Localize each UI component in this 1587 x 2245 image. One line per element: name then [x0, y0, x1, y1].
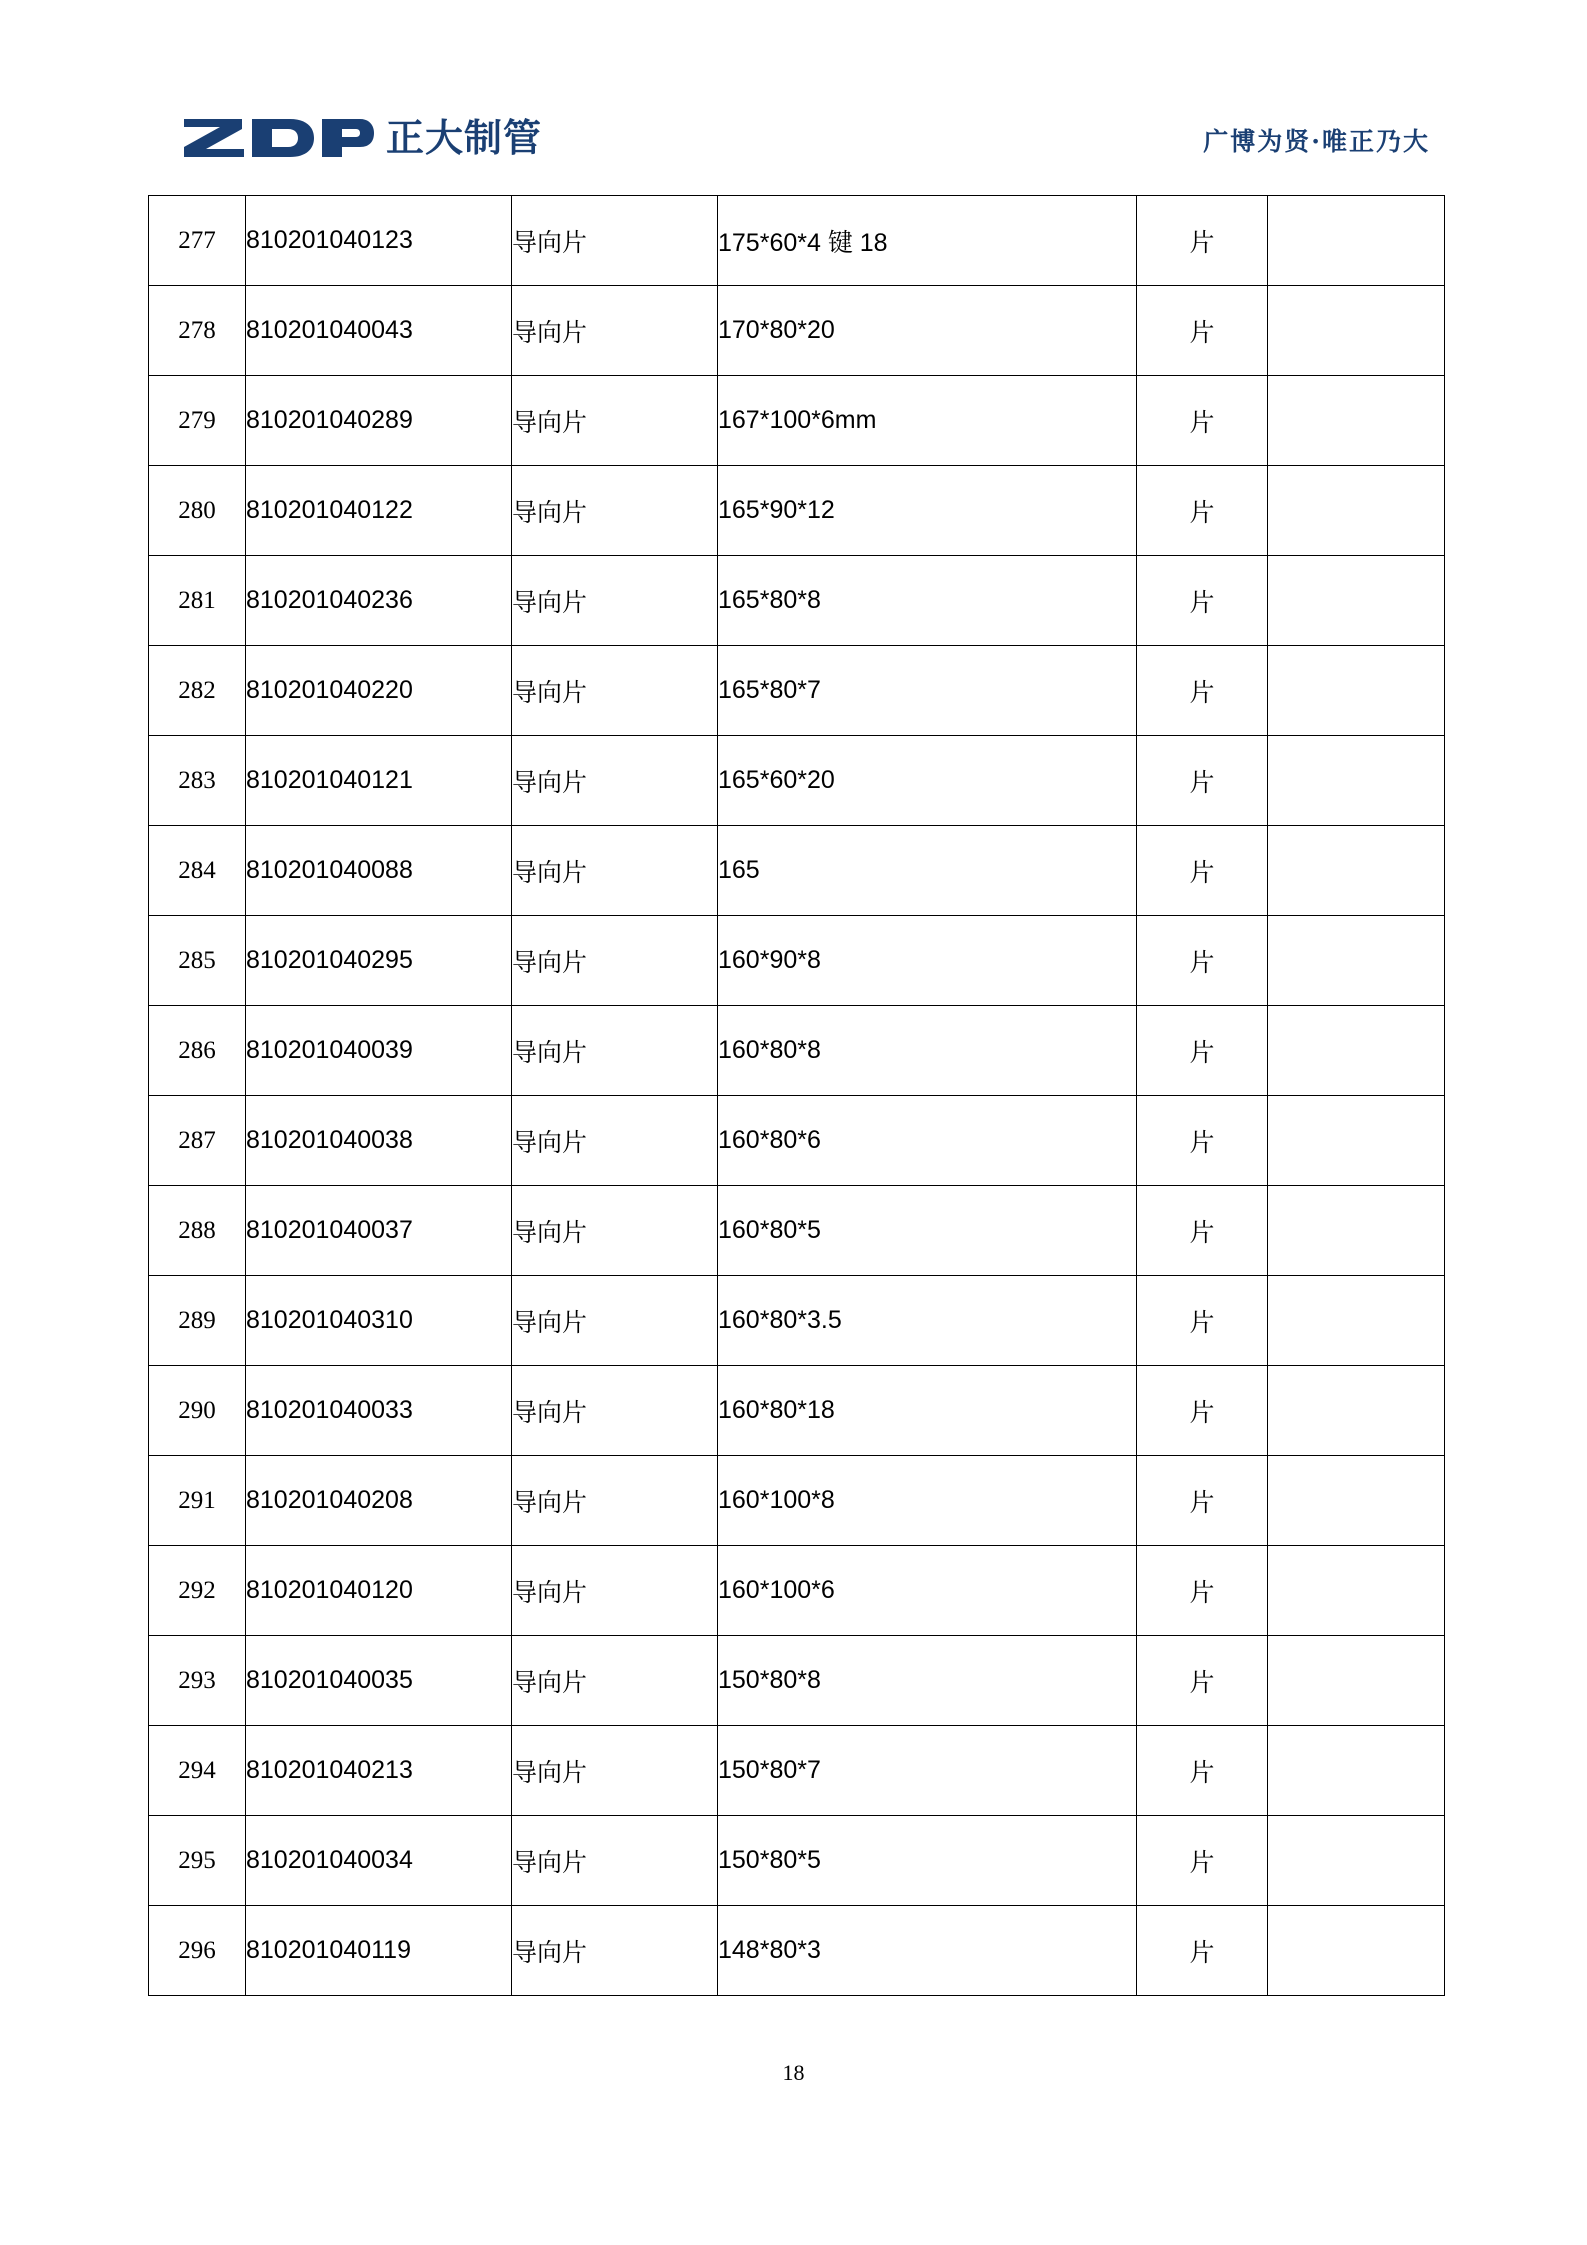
cell-unit: 片 [1137, 1096, 1268, 1186]
cell-index: 289 [149, 1276, 246, 1366]
cell-index: 282 [149, 646, 246, 736]
cell-blank [1268, 736, 1445, 826]
cell-code: 810201040043 [246, 286, 512, 376]
cell-index: 293 [149, 1636, 246, 1726]
table-row [149, 736, 1445, 826]
cell-spec: 167*100*6mm [718, 376, 1137, 466]
cell-unit: 片 [1137, 376, 1268, 466]
cell-code: 810201040295 [246, 916, 512, 1006]
cell-spec: 160*80*8 [718, 1006, 1137, 1096]
cell-name: 导向片 [512, 556, 718, 646]
page-header [150, 110, 1440, 180]
cell-code: 810201040208 [246, 1456, 512, 1546]
cell-index: 285 [149, 916, 246, 1006]
cell-name: 导向片 [512, 1906, 718, 1996]
cell-spec: 165 [718, 826, 1137, 916]
cell-unit: 片 [1137, 1006, 1268, 1096]
cell-unit: 片 [1137, 736, 1268, 826]
cell-spec: 165*60*20 [718, 736, 1137, 826]
cell-spec: 160*100*6 [718, 1546, 1137, 1636]
cell-blank [1268, 1366, 1445, 1456]
table-row [149, 556, 1445, 646]
cell-code: 810201040033 [246, 1366, 512, 1456]
cell-index: 291 [149, 1456, 246, 1546]
cell-name: 导向片 [512, 1726, 718, 1816]
table-row [149, 286, 1445, 376]
cell-spec: 160*80*5 [718, 1186, 1137, 1276]
cell-name: 导向片 [512, 376, 718, 466]
cell-index: 290 [149, 1366, 246, 1456]
cell-blank [1268, 1636, 1445, 1726]
cell-index: 283 [149, 736, 246, 826]
cell-name: 导向片 [512, 1456, 718, 1546]
cell-blank [1268, 1816, 1445, 1906]
cell-code: 810201040035 [246, 1636, 512, 1726]
table-row [149, 1096, 1445, 1186]
cell-code: 810201040037 [246, 1186, 512, 1276]
cell-index: 294 [149, 1726, 246, 1816]
cell-spec: 160*80*6 [718, 1096, 1137, 1186]
cell-blank [1268, 1186, 1445, 1276]
cell-index: 288 [149, 1186, 246, 1276]
cell-unit: 片 [1137, 466, 1268, 556]
cell-blank [1268, 1456, 1445, 1546]
parts-table [148, 195, 1445, 1996]
cell-index: 295 [149, 1816, 246, 1906]
cell-code: 810201040236 [246, 556, 512, 646]
parts-table-wrap [148, 195, 1438, 1996]
cell-spec: 160*90*8 [718, 916, 1137, 1006]
cell-unit: 片 [1137, 196, 1268, 286]
cell-unit: 片 [1137, 1546, 1268, 1636]
cell-spec: 150*80*8 [718, 1636, 1137, 1726]
page-footer [0, 2060, 1587, 2086]
cell-spec: 150*80*7 [718, 1726, 1137, 1816]
company-name-cn: 正大制管 [386, 116, 543, 160]
cell-name: 导向片 [512, 1546, 718, 1636]
company-slogan: 广博为贤·唯正乃大 [1203, 127, 1430, 156]
table-row [149, 1006, 1445, 1096]
table-row [149, 1906, 1445, 1996]
cell-blank [1268, 1906, 1445, 1996]
cell-index: 278 [149, 286, 246, 376]
cell-index: 281 [149, 556, 246, 646]
cell-code: 810201040120 [246, 1546, 512, 1636]
table-row [149, 376, 1445, 466]
cell-code: 810201040310 [246, 1276, 512, 1366]
table-row [149, 1636, 1445, 1726]
cell-unit: 片 [1137, 1906, 1268, 1996]
cell-blank [1268, 646, 1445, 736]
cell-blank [1268, 196, 1445, 286]
page-number: 18 [782, 2060, 805, 2085]
cell-unit: 片 [1137, 1816, 1268, 1906]
table-row [149, 196, 1445, 286]
cell-name: 导向片 [512, 916, 718, 1006]
cell-spec: 148*80*3 [718, 1906, 1137, 1996]
cell-index: 286 [149, 1006, 246, 1096]
cell-index: 284 [149, 826, 246, 916]
cell-name: 导向片 [512, 646, 718, 736]
cell-name: 导向片 [512, 466, 718, 556]
cell-name: 导向片 [512, 1276, 718, 1366]
cell-blank [1268, 556, 1445, 646]
cell-unit: 片 [1137, 1276, 1268, 1366]
cell-name: 导向片 [512, 1006, 718, 1096]
cell-name: 导向片 [512, 196, 718, 286]
table-row [149, 466, 1445, 556]
cell-blank [1268, 1096, 1445, 1186]
cell-blank [1268, 1546, 1445, 1636]
cell-code: 810201040119 [246, 1906, 512, 1996]
cell-index: 296 [149, 1906, 246, 1996]
cell-unit: 片 [1137, 1636, 1268, 1726]
cell-index: 280 [149, 466, 246, 556]
cell-unit: 片 [1137, 556, 1268, 646]
cell-index: 292 [149, 1546, 246, 1636]
company-logo [180, 110, 542, 166]
cell-blank [1268, 1726, 1445, 1816]
cell-spec: 160*80*3.5 [718, 1276, 1137, 1366]
cell-name: 导向片 [512, 1096, 718, 1186]
cell-unit: 片 [1137, 646, 1268, 736]
cell-code: 810201040289 [246, 376, 512, 466]
cell-blank [1268, 1276, 1445, 1366]
cell-code: 810201040039 [246, 1006, 512, 1096]
cell-index: 279 [149, 376, 246, 466]
cell-blank [1268, 826, 1445, 916]
cell-spec: 165*90*12 [718, 466, 1137, 556]
cell-code: 810201040034 [246, 1816, 512, 1906]
cell-spec: 160*80*18 [718, 1366, 1137, 1456]
cell-code: 810201040088 [246, 826, 512, 916]
cell-name: 导向片 [512, 826, 718, 916]
cell-blank [1268, 466, 1445, 556]
cell-name: 导向片 [512, 736, 718, 826]
cell-unit: 片 [1137, 916, 1268, 1006]
table-row [149, 1726, 1445, 1816]
table-row [149, 646, 1445, 736]
cell-name: 导向片 [512, 1186, 718, 1276]
cell-blank [1268, 376, 1445, 466]
table-row [149, 1276, 1445, 1366]
cell-spec: 165*80*7 [718, 646, 1137, 736]
cell-code: 810201040121 [246, 736, 512, 826]
cell-spec: 170*80*20 [718, 286, 1137, 376]
cell-blank [1268, 1006, 1445, 1096]
cell-unit: 片 [1137, 1456, 1268, 1546]
cell-spec: 175*60*4 键 18 [718, 196, 1137, 286]
cell-spec: 150*80*5 [718, 1816, 1137, 1906]
cell-unit: 片 [1137, 1366, 1268, 1456]
cell-unit: 片 [1137, 1726, 1268, 1816]
table-row [149, 1816, 1445, 1906]
cell-code: 810201040123 [246, 196, 512, 286]
cell-index: 287 [149, 1096, 246, 1186]
parts-table-body [149, 196, 1445, 1996]
cell-index: 277 [149, 196, 246, 286]
cell-blank [1268, 286, 1445, 376]
cell-name: 导向片 [512, 286, 718, 376]
zdp-logo-icon [180, 116, 376, 160]
table-row [149, 1546, 1445, 1636]
cell-code: 810201040220 [246, 646, 512, 736]
cell-blank [1268, 916, 1445, 1006]
cell-unit: 片 [1137, 826, 1268, 916]
table-row [149, 1366, 1445, 1456]
table-row [149, 826, 1445, 916]
table-row [149, 916, 1445, 1006]
table-row [149, 1456, 1445, 1546]
cell-spec: 160*100*8 [718, 1456, 1137, 1546]
table-row [149, 1186, 1445, 1276]
cell-name: 导向片 [512, 1636, 718, 1726]
cell-name: 导向片 [512, 1366, 718, 1456]
cell-code: 810201040038 [246, 1096, 512, 1186]
cell-code: 810201040122 [246, 466, 512, 556]
cell-unit: 片 [1137, 286, 1268, 376]
cell-spec: 165*80*8 [718, 556, 1137, 646]
cell-name: 导向片 [512, 1816, 718, 1906]
cell-code: 810201040213 [246, 1726, 512, 1816]
cell-unit: 片 [1137, 1186, 1268, 1276]
